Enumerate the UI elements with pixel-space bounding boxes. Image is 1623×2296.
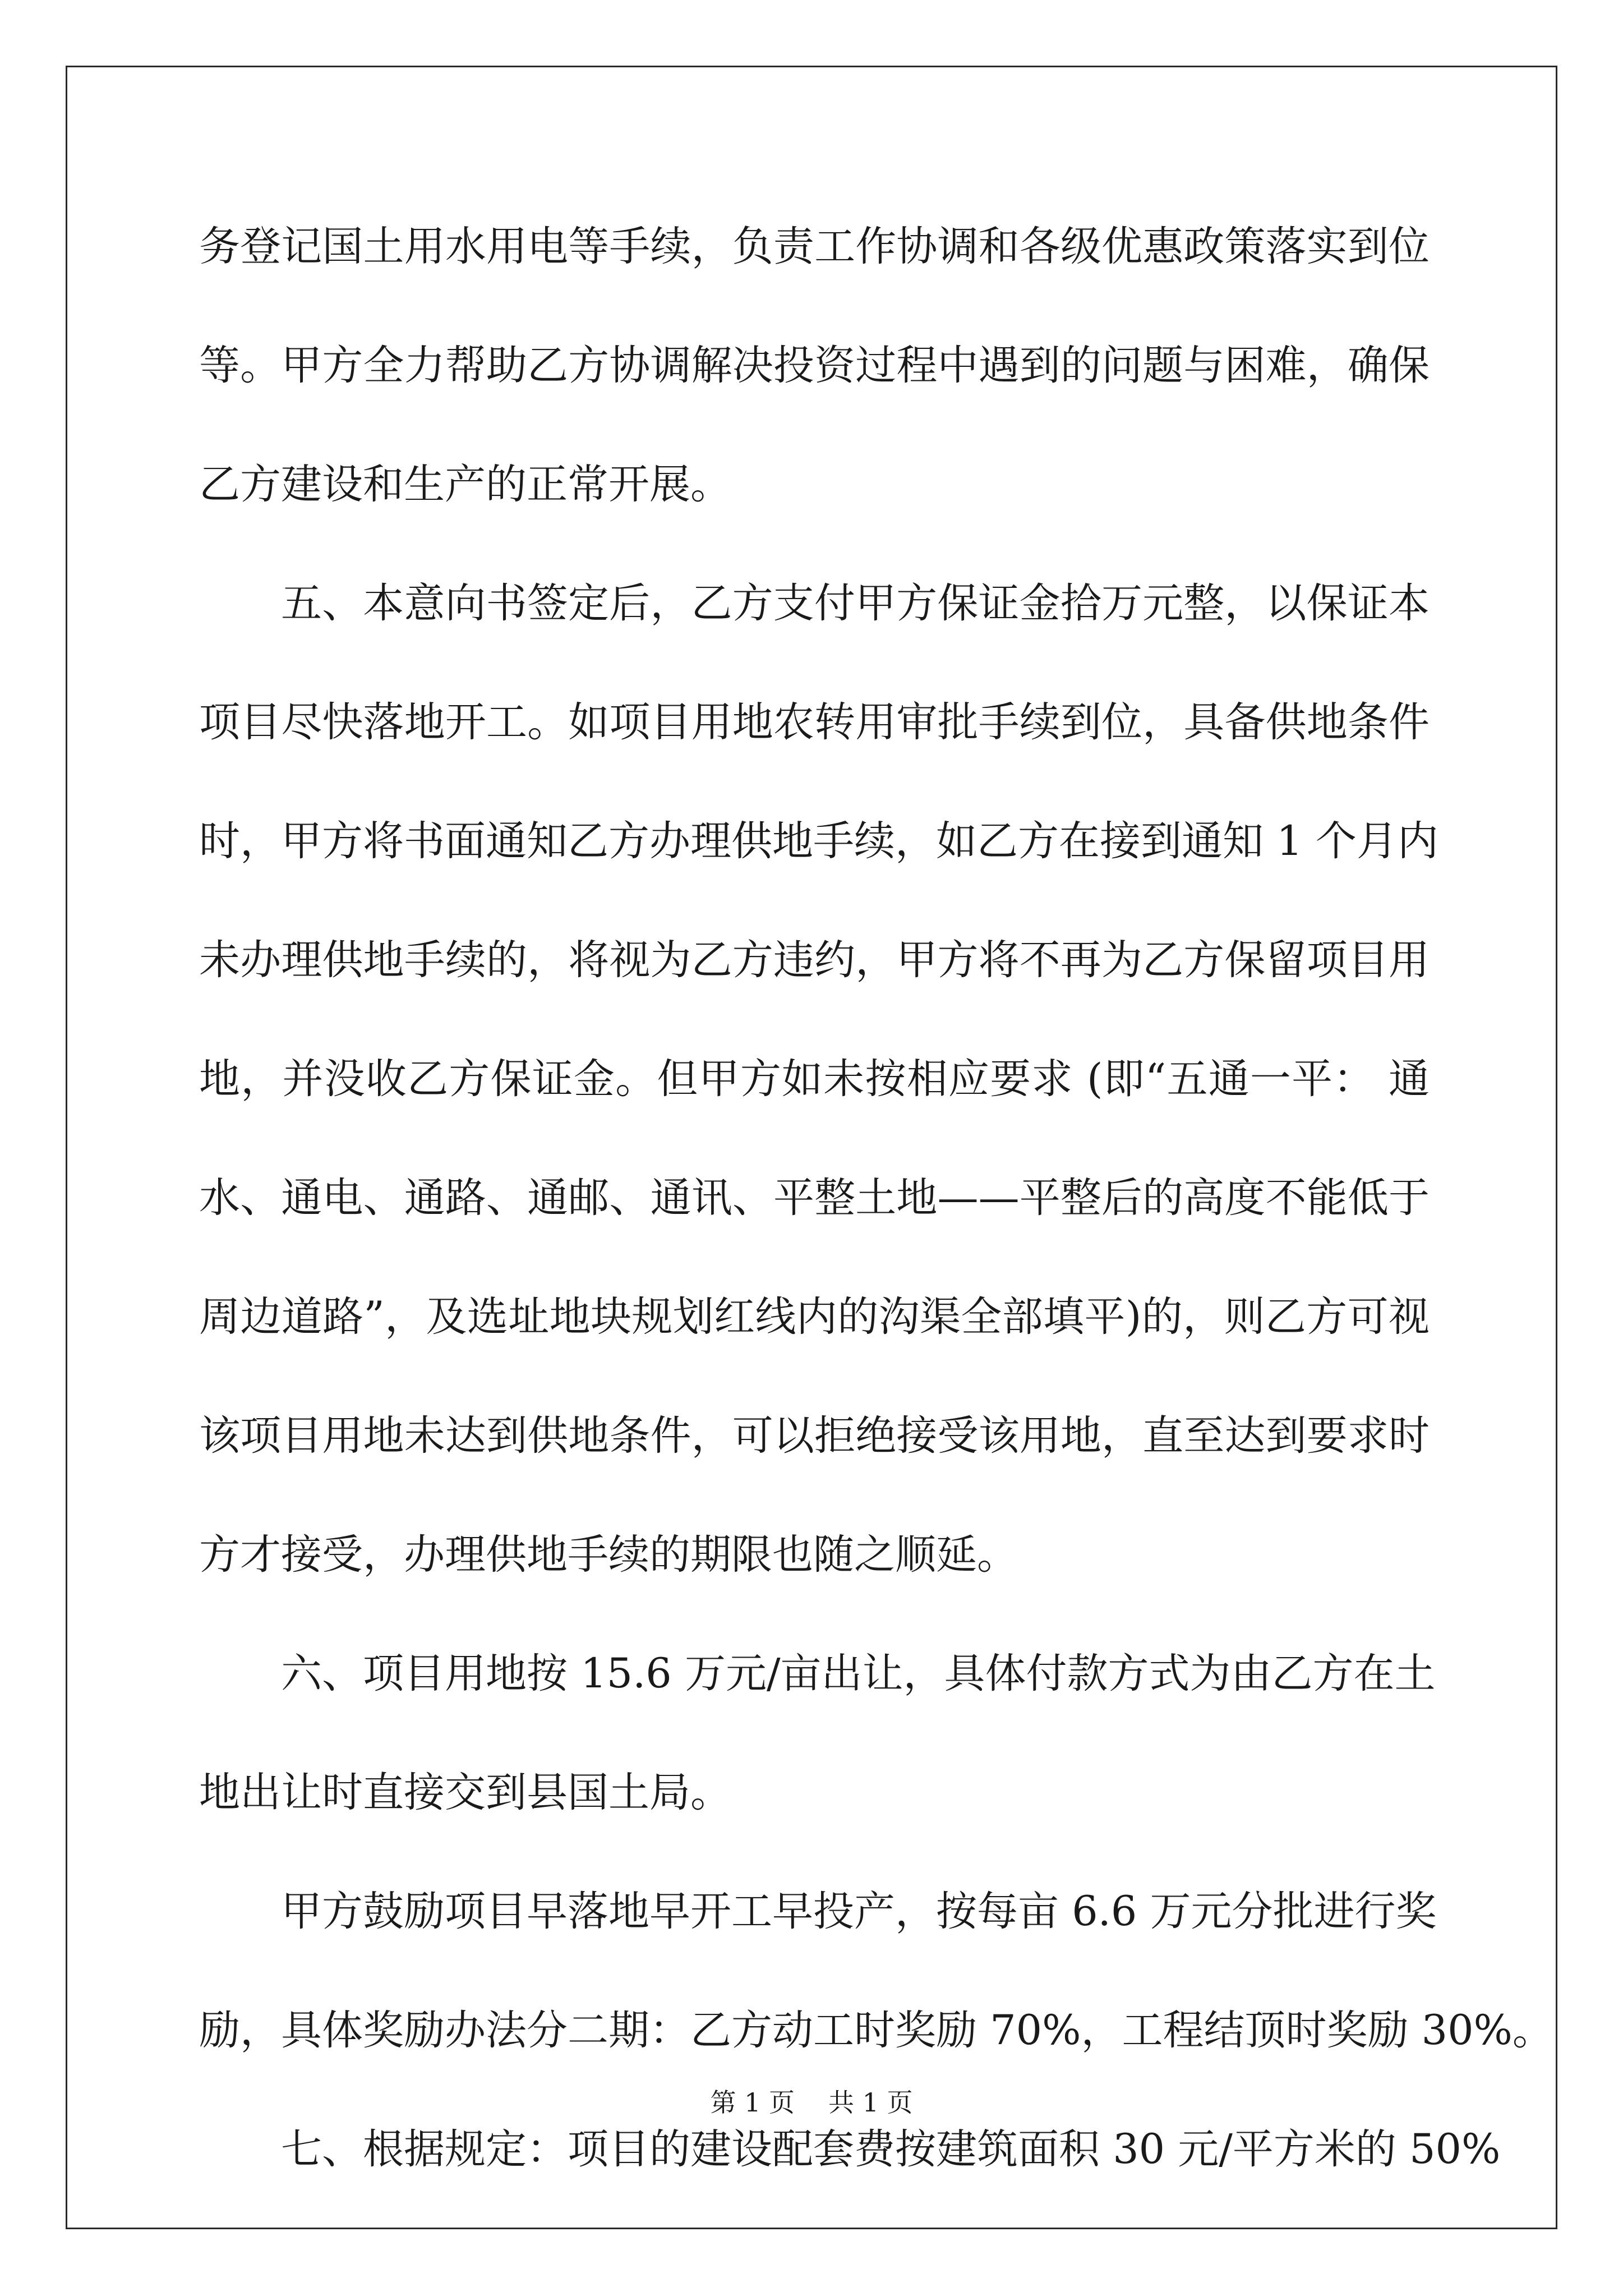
paragraph-line: 时，甲方将书面通知乙方办理供地手续，如乙方在接到通知 1 个月内	[199, 817, 1438, 865]
paragraph-line: 地出让时直接交到县国土局。	[199, 1769, 731, 1816]
paragraph-line: 五、本意向书签定后，乙方支付甲方保证金拾万元整，以保证本	[281, 579, 1430, 627]
paragraph-line: 七、根据规定：项目的建设配套费按建筑面积 30 元/平方米的 50%	[281, 2125, 1501, 2173]
paragraph-line: 甲方鼓励项目早落地早开工早投产，按每亩 6.6 万元分批进行奖	[281, 1888, 1437, 1935]
paragraph-line: 周边道路”，及选址地块规划红线内的沟渠全部填平)的，则乙方可视	[199, 1293, 1430, 1341]
paragraph-line: 乙方建设和生产的正常开展。	[199, 461, 731, 508]
paragraph-line: 地，并没收乙方保证金。但甲方如未按相应要求 (即“五通一平： 通	[199, 1055, 1430, 1103]
page-footer	[0, 2086, 1623, 2119]
paragraph-line: 项目尽快落地开工。如项目用地农转用审批手续到位，具备供地条件	[199, 698, 1430, 746]
paragraph-line: 水、通电、通路、通邮、通讯、平整土地——平整后的高度不能低于	[199, 1174, 1430, 1222]
paragraph-line: 未办理供地手续的，将视为乙方违约，甲方将不再为乙方保留项目用	[199, 936, 1430, 984]
paragraph-line: 励，具体奖励办法分二期：乙方动工时奖励 70%，工程结顶时奖励 30%。	[199, 2007, 1553, 2054]
paragraph-line: 该项目用地未达到供地条件，可以拒绝接受该用地，直至达到要求时	[199, 1412, 1430, 1460]
page-total: 共 1 页	[828, 2087, 913, 2118]
paragraph-line: 等。甲方全力帮助乙方协调解决投资过程中遇到的问题与困难，确保	[199, 342, 1430, 389]
paragraph-line: 六、项目用地按 15.6 万元/亩出让，具体付款方式为由乙方在土	[281, 1650, 1436, 1697]
page-number: 第 1 页	[710, 2087, 795, 2118]
paragraph-line: 方才接受，办理供地手续的期限也随之顺延。	[199, 1531, 1018, 1579]
paragraph-line: 务登记国土用水用电等手续，负责工作协调和各级优惠政策落实到位	[199, 223, 1430, 270]
